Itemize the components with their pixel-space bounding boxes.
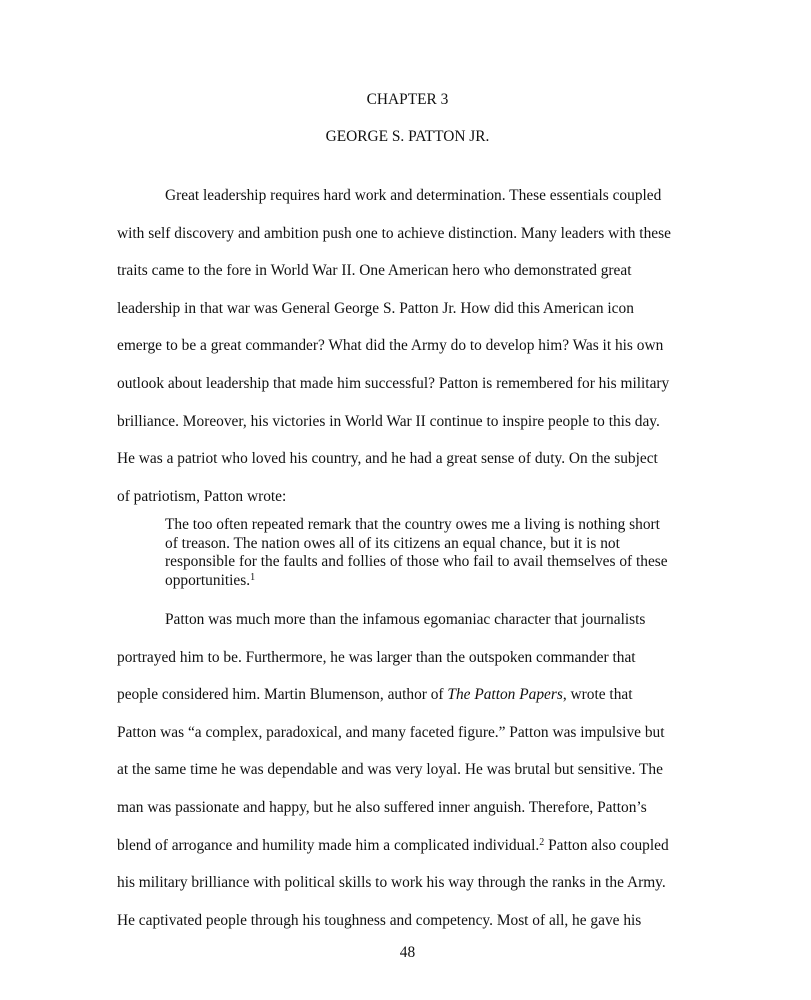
paragraph-text: , wrote that bbox=[562, 686, 633, 704]
quote-line-text: opportunities. bbox=[165, 572, 251, 590]
quote-line: of treason. The nation owes all of its citizens an equal chance, but it is not bbox=[165, 534, 620, 552]
footnote-marker: 1 bbox=[250, 572, 256, 584]
paragraph-line: Patton was “a complex, paradoxical, and many faceted figure.” Patton was impulsive but bbox=[117, 723, 665, 741]
chapter-label: CHAPTER 3 bbox=[366, 91, 449, 108]
body-paragraph-2 bbox=[117, 601, 701, 939]
paragraph-line: outlook about leadership that made him successful? Patton is remembered for his military bbox=[117, 374, 670, 392]
paragraph-line: man was passionate and happy, but he also suffered inner anguish. Therefore, Patton’s bbox=[117, 798, 647, 816]
block-quote bbox=[165, 516, 705, 591]
paragraph-line: He captivated people through his toughness and competency. Most of all, he gave his bbox=[117, 911, 642, 929]
quote-line bbox=[165, 572, 705, 591]
paragraph-line: Great leadership requires hard work and determination. These essentials coupled bbox=[165, 187, 662, 204]
paragraph-line: brilliance. Moreover, his victories in World War II continue to inspire people to this day. bbox=[117, 412, 660, 430]
paragraph-line: of patriotism, Patton wrote: bbox=[117, 487, 287, 505]
paragraph-text: Patton also coupled bbox=[544, 836, 669, 854]
paragraph-line: leadership in that war was General George S. Patton Jr. How did this American icon bbox=[117, 299, 634, 317]
paragraph-line bbox=[117, 676, 701, 714]
quote-line: The too often repeated remark that the country owes me a living is nothing short bbox=[165, 516, 660, 533]
paragraph-line bbox=[117, 827, 701, 865]
body-paragraph-1 bbox=[117, 177, 701, 515]
paragraph-line: He was a patriot who loved his country, and he had a great sense of duty. On the subject bbox=[117, 450, 658, 468]
chapter-title: GEORGE S. PATTON JR. bbox=[325, 128, 490, 145]
paragraph-line: traits came to the fore in World War II. One American hero who demonstrated great bbox=[117, 262, 632, 280]
paragraph-text: people considered him. Martin Blumenson, author of bbox=[117, 686, 448, 704]
paragraph-line: portrayed him to be. Furthermore, he was larger than the outspoken commander that bbox=[117, 648, 636, 666]
book-title: The Patton Papers bbox=[447, 686, 563, 704]
page-number: 48 bbox=[399, 944, 416, 961]
paragraph-line: emerge to be a great commander? What did the Army do to develop him? Was it his own bbox=[117, 337, 664, 355]
paragraph-line: Patton was much more than the infamous egomaniac character that journalists bbox=[165, 611, 646, 628]
paragraph-line: with self discovery and ambition push one to achieve distinction. Many leaders with these bbox=[117, 224, 671, 242]
quote-line: responsible for the faults and follies of those who fail to avail themselves of these bbox=[165, 553, 668, 571]
paragraph-line: his military brilliance with political skills to work his way through the ranks in the Army. bbox=[117, 874, 666, 892]
paragraph-text: blend of arrogance and humility made him a complicated individual. bbox=[117, 836, 540, 854]
footnote-marker: 2 bbox=[539, 836, 545, 848]
paragraph-line: at the same time he was dependable and was very loyal. He was brutal but sensitive. The bbox=[117, 761, 663, 779]
